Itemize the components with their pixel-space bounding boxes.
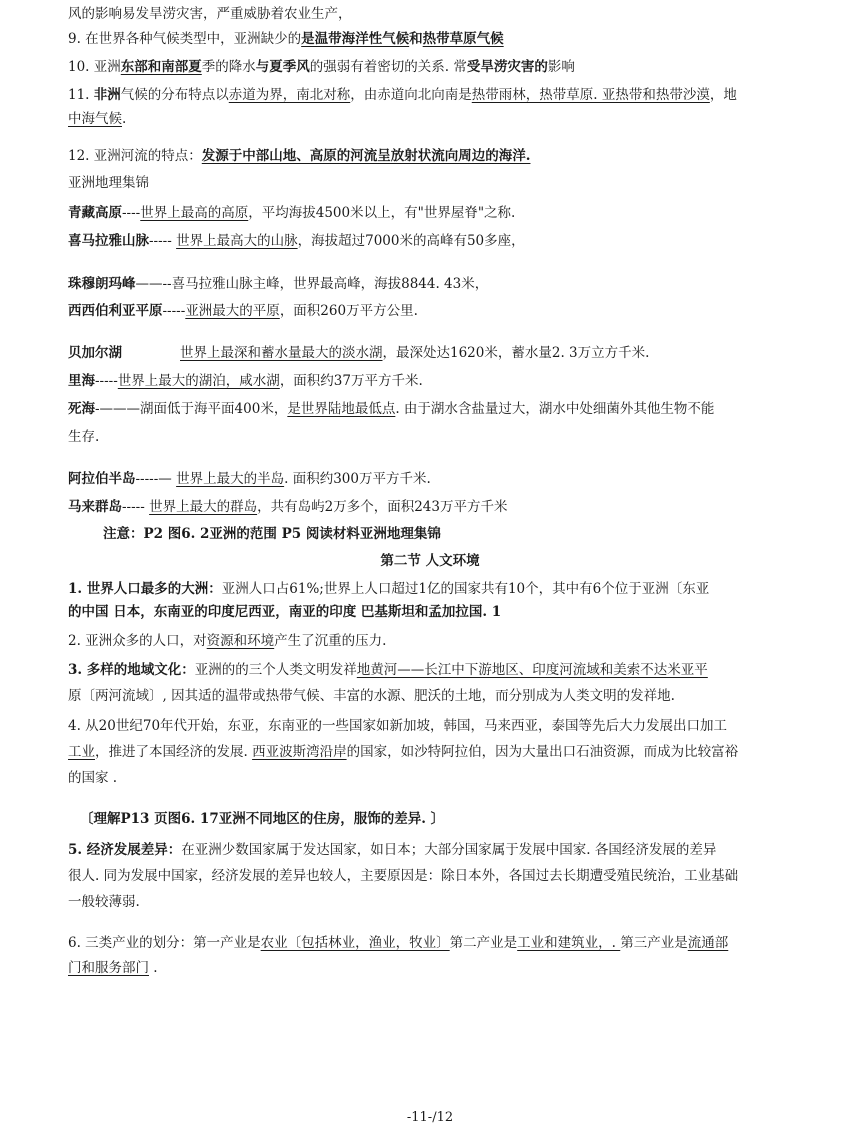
hum-item-5-cont: 很人. 同为发展中国家，经济发展的差异也较人，主要原因是：除日本外，各国过去长期遭受殖民统治，工业基础 <box>68 868 739 884</box>
text-line: 风的影响易发旱涝灾害，严重威胁着农业生产， <box>68 6 352 22</box>
item-11: 11. 非洲气候的分布特点以赤道为界，南北对称，由赤道向北向南是热带雨林，热带草原. 亚热带和热带沙漠，地 <box>68 87 737 103</box>
entry-baikal: 贝加尔湖 世界上最深和蓄水量最大的淡水湖，最深处达1620米，蓄水量2. 3万立方千米. <box>68 345 650 361</box>
hum-item-4-end: 的国家 . <box>68 770 118 786</box>
hum-item-3: 3. 多样的地域文化：亚洲的的三个人类文明发祥地黄河——长江中下游地区、印度河流域和美索不达米亚平 <box>68 662 708 678</box>
item-12: 12. 亚洲河流的特点：发源于中部山地、高原的河流呈放射状流向周边的海洋. <box>68 148 531 164</box>
entry-deadsea: 死海-———湖面低于海平面400米，是世界陆地最低点. 由于湖水含盐量过大，湖水中处细菌外其他生物不能 <box>68 401 715 417</box>
hum-item-6: 6. 三类产业的划分：第一产业是农业〔包括林业，渔业，牧业〕第二产业是工业和建筑业，. 第三产业是流通部 <box>68 935 729 951</box>
page-number: -11-/12 <box>406 1110 454 1125</box>
entry-siberia: 西西伯利亚平原-----亚洲最大的平原，面积260万平方公里. <box>68 303 418 319</box>
entry-everest: 珠穆朗玛峰——--喜马拉雅山脉主峰，世界最高峰，海拔8844. 43米， <box>68 276 489 292</box>
note-line-2: 〔理解P13 页图6. 17亚洲不同地区的住房，服饰的差异. 〕 <box>80 811 445 827</box>
entry-deadsea-cont: 生存. <box>68 429 100 445</box>
section-heading: 亚洲地理集锦 <box>68 175 149 191</box>
item-9: 9. 在世界各种气候类型中，亚洲缺少的是温带海洋性气候和热带草原气候 <box>68 31 504 47</box>
hum-item-4-cont: 工业，推进了本国经济的发展. 西亚波斯湾沿岸的国家，如沙特阿拉伯，因为大量出口石油资源，而成为比较富裕 <box>68 744 739 760</box>
hum-item-2: 2. 亚洲众多的人口，对资源和环境产生了沉重的压力. <box>68 633 387 649</box>
hum-item-1-cont: 的中国 日本，东南亚的印度尼西亚，南亚的印度 巴基斯坦和孟加拉国. 1 <box>68 604 502 620</box>
hum-item-3-cont: 原〔两河流域〕, 因其适的温带或热带气候、丰富的水源、肥沃的土地，而分别成为人类文明的发祥地. <box>68 688 675 704</box>
entry-malay: 马来群岛----- 世界上最大的群岛，共有岛屿2万多个，面积243万平方千米 <box>68 499 508 515</box>
hum-item-6-cont: 门和服务部门 . <box>68 960 158 976</box>
item-10: 10. 亚洲东部和南部夏季的降水与夏季风的强弱有着密切的关系. 常受旱涝灾害的影响 <box>68 59 575 75</box>
hum-item-5-end: 一般较薄弱. <box>68 894 140 910</box>
hum-item-5: 5. 经济发展差异：在亚洲少数国家属于发达国家，如日本；大部分国家属于发展中国家. 各国经济发展的差异 <box>68 842 717 858</box>
chapter-title: 第二节 人文环境 <box>380 553 480 569</box>
entry-qingzang: 青藏高原----世界上最高的高原，平均海拔4500米以上，有"世界屋脊"之称. <box>68 205 516 221</box>
entry-caspian: 里海-----世界上最大的湖泊，咸水湖，面积约37万平方千米. <box>68 373 423 389</box>
entry-himalaya: 喜马拉雅山脉----- 世界上最高大的山脉，海拔超过7000米的高峰有50多座， <box>68 233 525 249</box>
hum-item-1: 1. 世界人口最多的大洲：亚洲人口占61%;世界上人口超过1亿的国家共有10个，其中有6个位于亚洲〔东亚 <box>68 581 710 597</box>
note-line: 注意：P2 图6. 2亚洲的范围 P5 阅读材料亚洲地理集锦 <box>103 526 441 542</box>
item-11-cont: 中海气候. <box>68 111 127 127</box>
hum-item-4: 4. 从20世纪70年代开始，东亚，东南亚的一些国家如新加坡，韩国，马来西亚，泰国等先后大力发展出口加工 <box>68 718 728 734</box>
entry-arabia: 阿拉伯半岛-----— 世界上最大的半岛. 面积约300万平方千米. <box>68 471 431 487</box>
